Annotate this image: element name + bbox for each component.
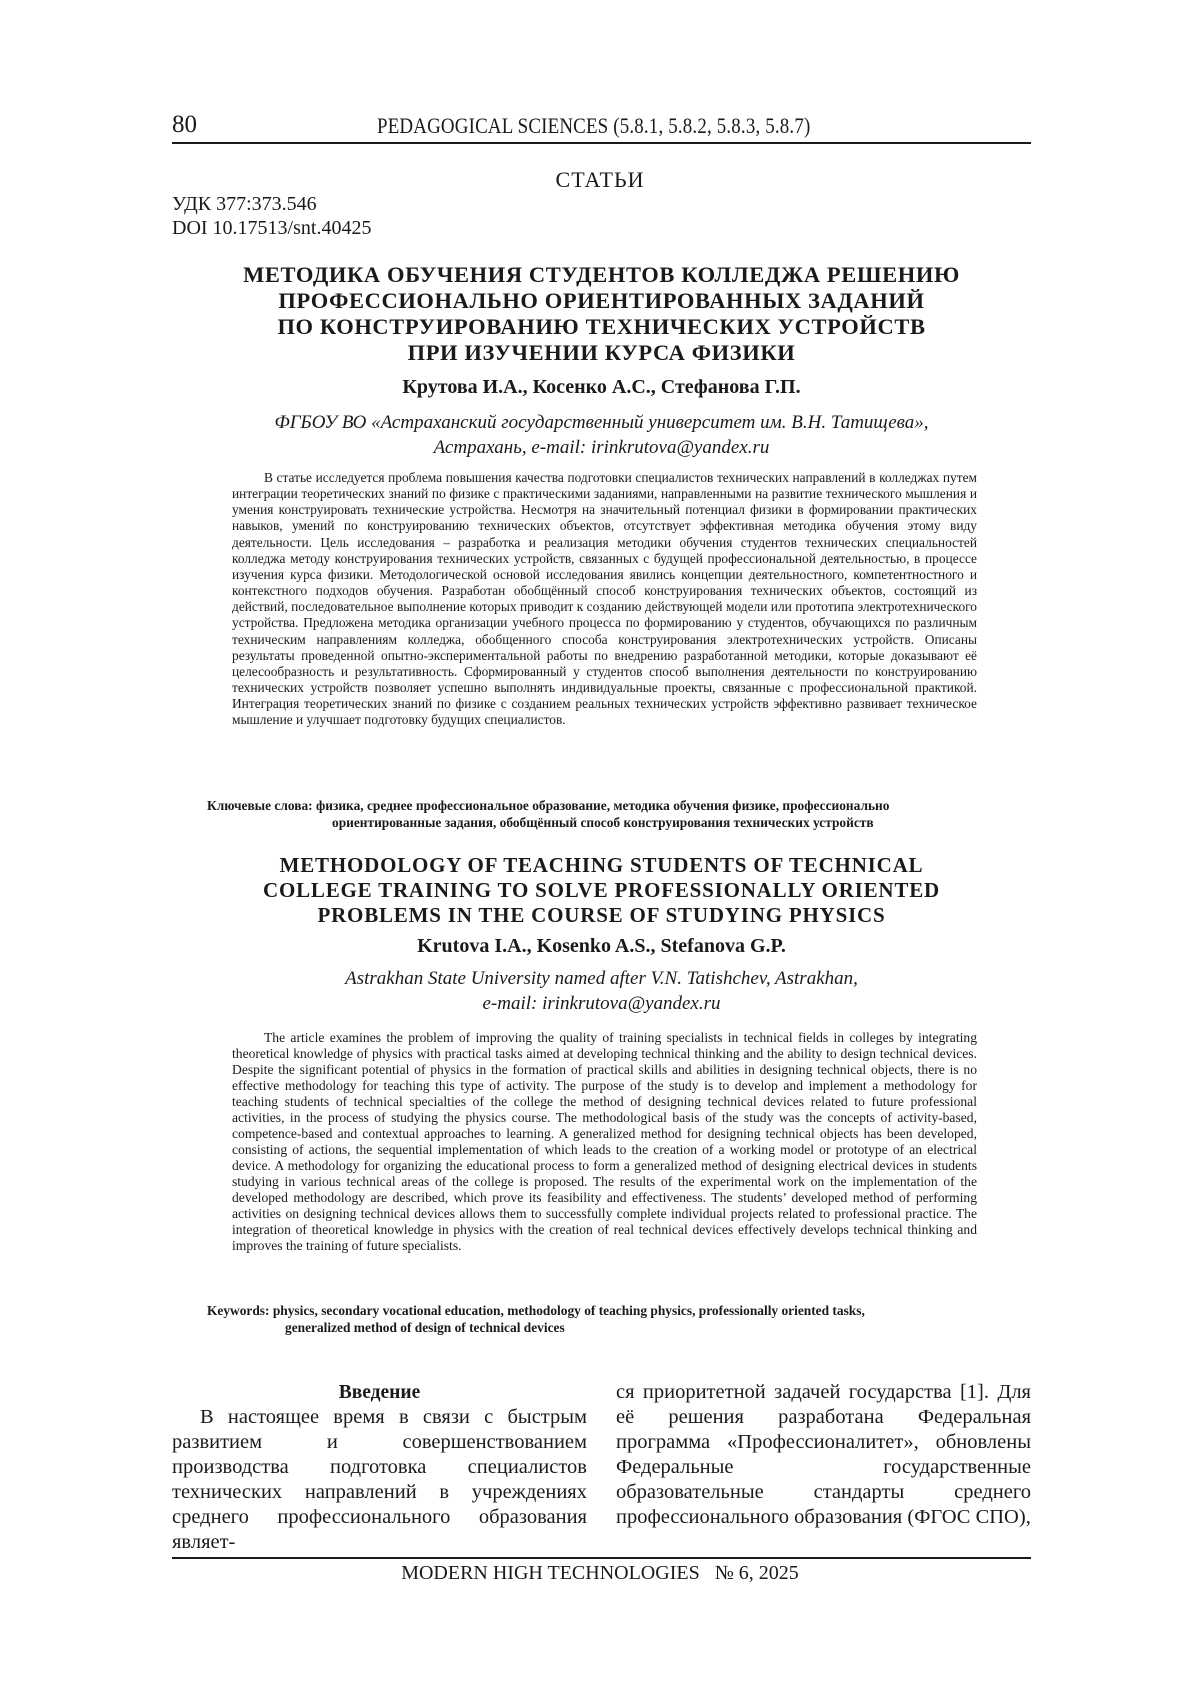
intro-right-text: ся приоритетной задачей государства [1]. Для её решения разработана Федеральная программа «Профессионалитет», обновлены Федеральные государственные образовательные стандарты среднего профессионального образования (ФГОС СПО), — [616, 1381, 1031, 1528]
footer-rule — [172, 1557, 1031, 1559]
authors-en: Krutova I.A., Kosenko A.S., Stefanova G.P. — [417, 935, 786, 957]
right-column — [616, 1380, 1031, 1530]
title-en-line: METHODOLOGY OF TEACHING STUDENTS OF TECHNICAL — [279, 853, 924, 877]
intro-left-text: В настоящее время в связи с быстрым развитием и совершенствованием производства подготовка специалистов технических направлений в учреждениях среднего профессионального образования являет- — [172, 1406, 587, 1553]
keywords-ru-row — [207, 814, 1027, 831]
journal-section: PEDAGOGICAL SCIENCES (5.8.1, 5.8.2, 5.8.3, 5.8.7) — [377, 113, 811, 138]
keywords-en-label: Keywords: — [207, 1303, 270, 1318]
authors-ru: Крутова И.А., Косенко А.С., Стефанова Г.П. — [402, 376, 801, 398]
doi: DOI 10.17513/snt.40425 — [172, 217, 372, 239]
body-columns — [172, 1380, 1031, 1553]
keywords-en-line2: generalized method of design of technical devices — [285, 1320, 565, 1335]
footer — [0, 1560, 1200, 1586]
keywords-ru-label: Ключевые слова: — [207, 798, 313, 813]
affiliation-en-line: Astrakhan State University named after V.N. Tatishchev, Astrakhan, — [345, 968, 858, 989]
footer-gap — [700, 1562, 715, 1584]
abstract-ru: В статье исследуется проблема повышения качества подготовки специалистов технических направлений в колледжах путем интеграции теоретических знаний по физике с практическими заданиями, направленными на развитие технического мышления и умения конструировать технические устройства. Несмотря на значительный потенциал физики в формировании практических навыков, умений по конструированию технических объектов, отсутствует эффективная методика обучения этому виду деятельности. Цель исследования – разработка и реализация методики обучения студентов технических специальностей колледжа методу конструирования технических устройств, связанных с будущей профессиональной деятельностью, в процессе изучения курса физики. Методологической основой исследования явились концепции деятельностного, компетентностного и контекстного подходов обучения. Разработан обобщённый способ конструирования технических объектов, состоящий из действий, последовательное выполнение которых приводит к созданию действующей модели или прототипа электротехнического устройства. Предложена методика организации учебного процесса по формированию у студентов, обучающихся по различным техническим направлениям колледжа, обобщенного способа конструирования электротехнических устройств. Описаны результаты проведенной опытно-экспериментальной работы по внедрению разработанной методики, которые доказывают её целесообразность и результативность. Сформированный у студентов способ выполнения деятельности по конструированию технических устройств позволяет успешно выполнять индивидуальные проекты, связанные с профессиональной практикой. Интеграция теоретических знаний по физике с созданием реальных технических устройств эффективно развивает техническое мышление и улучшает подготовку будущих специалистов. — [232, 470, 977, 728]
abstract-en: The article examines the problem of improving the quality of training specialists in technical fields in colleges by integrating theoretical knowledge of physics with practical tasks aimed at developing technical thinking and the ability to design technical devices. Despite the significant potential of physics in the formation of practical skills and abilities in designing technical objects, there is no effective methodology for teaching this type of activity. The purpose of the study is to develop and implement a methodology for teaching students of technical specialties of the college the method of designing technical devices related to future professional activities, in the process of studying the physics course. The methodological basis of the study was the concepts of activity-based, competence-based and contextual approaches to learning. A generalized method for designing technical objects has been developed, consisting of actions, the sequential implementation of which leads to the creation of a working model or prototype of an electrical device. A methodology for organizing the educational process to form a generalized method of designing electrical devices in students studying in various technical areas of the college is proposed. The results of the experimental work on the implementation of the developed methodology are described, which prove its feasibility and effectiveness. The students’ developed method of performing activities on designing technical devices allows them to successfully complete individual projects related to professional practice. The integration of theoretical knowledge in physics with the creation of real technical devices effectively develops technical thinking and improves the training of future specialists. — [232, 1030, 977, 1253]
title-ru-line: ПРОФЕССИОНАЛЬНО ОРИЕНТИРОВАННЫХ ЗАДАНИЙ — [278, 288, 925, 313]
keywords-ru-row — [207, 797, 1027, 814]
footer-issue: № 6, 2025 — [714, 1562, 799, 1584]
keywords-en — [207, 1302, 1027, 1336]
left-column — [172, 1380, 587, 1555]
title-ru-line: ПРИ ИЗУЧЕНИИ КУРСА ФИЗИКИ — [407, 340, 796, 365]
keywords-ru-line2: ориентированные задания, обобщённый способ конструирования технических устройств — [332, 815, 874, 830]
keywords-en-row — [207, 1302, 1027, 1319]
rubric: СТАТЬИ — [555, 167, 645, 192]
article-meta — [172, 192, 371, 240]
affiliation-ru — [172, 410, 1031, 460]
title-en-line: PROBLEMS IN THE COURSE OF STUDYING PHYSICS — [317, 903, 886, 927]
udk-code: УДК 377:373.546 — [172, 193, 317, 215]
keywords-en-line1: physics, secondary vocational education, methodology of teaching physics, professionally oriented tasks, — [272, 1303, 865, 1318]
keywords-en-row — [207, 1319, 1027, 1336]
keywords-ru — [207, 797, 1027, 831]
affiliation-en — [172, 966, 1031, 1016]
intro-heading: Введение — [338, 1382, 421, 1403]
footer-journal: MODERN HIGH TECHNOLOGIES — [401, 1562, 700, 1584]
title-ru-line: ПО КОНСТРУИРОВАНИЮ ТЕХНИЧЕСКИХ УСТРОЙСТВ — [277, 314, 926, 339]
title-en-line: COLLEGE TRAINING TO SOLVE PROFESSIONALLY ORIENTED — [263, 878, 940, 902]
affiliation-en-line: e-mail: irinkrutova@yandex.ru — [482, 993, 721, 1014]
page-number: 80 — [172, 111, 197, 138]
title-en — [172, 853, 1031, 928]
keywords-ru-line1: физика, среднее профессиональное образование, методика обучения физике, профессионально — [315, 798, 890, 813]
affiliation-ru-line: ФГБОУ ВО «Астраханский государственный университет им. В.Н. Татищева», — [274, 412, 929, 433]
title-ru-line: МЕТОДИКА ОБУЧЕНИЯ СТУДЕНТОВ КОЛЛЕДЖА РЕШЕНИЮ — [243, 262, 960, 287]
title-ru — [172, 262, 1031, 366]
running-head — [172, 110, 1031, 144]
affiliation-ru-line: Астрахань, e-mail: irinkrutova@yandex.ru — [433, 437, 770, 458]
